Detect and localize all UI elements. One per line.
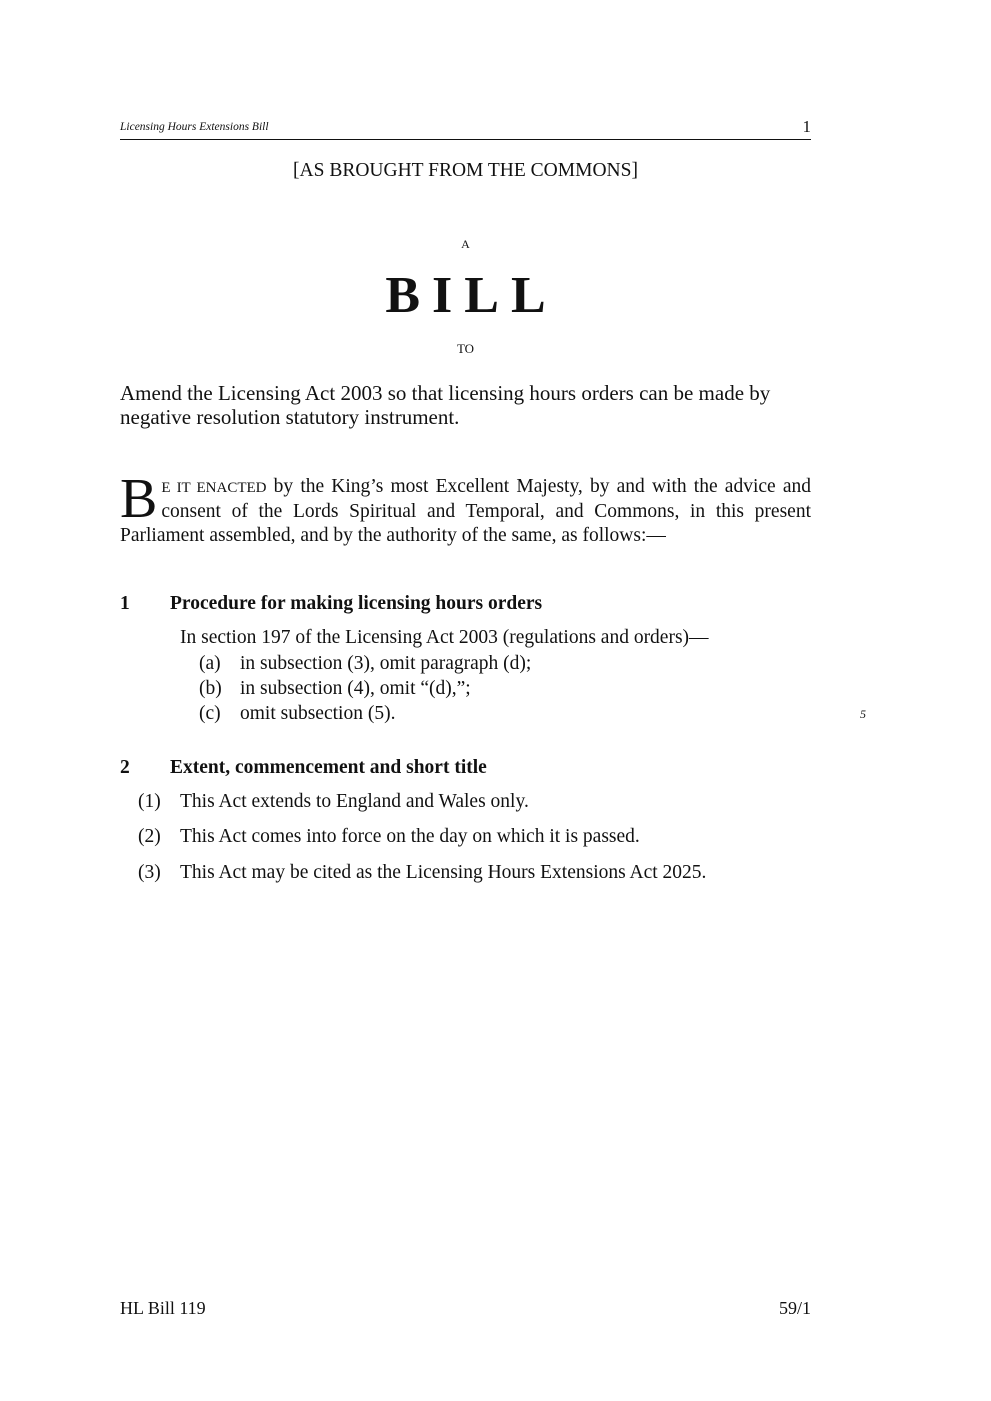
title-a: A [461, 237, 470, 251]
title-to: TO [456, 341, 475, 356]
subsection-label: (3) [138, 862, 161, 883]
subsection-label: (1) [138, 791, 161, 812]
section-1-heading: Procedure for making licensing hours orders [170, 593, 543, 614]
subsection-text: This Act comes into force on the day on which it is passed. [180, 826, 640, 847]
enacting-small-caps: E IT ENACTED [161, 480, 267, 496]
line-number: 5 [860, 707, 866, 721]
drop-cap: B [120, 468, 158, 530]
section-2-number: 2 [120, 757, 130, 778]
footer-bill-ref: HL Bill 119 [120, 1298, 206, 1318]
subsection-label: (2) [138, 826, 161, 847]
subsection-text: This Act extends to England and Wales only. [180, 791, 529, 812]
paragraph-label: (b) [199, 678, 222, 699]
paragraph-text: in subsection (3), omit paragraph (d); [240, 653, 532, 674]
bill-status: [AS BROUGHT FROM THE COMMONS] [293, 160, 638, 181]
paragraph-label: (c) [199, 703, 221, 724]
header-title: Licensing Hours Extensions Bill [120, 121, 269, 133]
paragraph-text: omit subsection (5). [240, 703, 396, 724]
title-bill: BILL [385, 267, 558, 324]
long-title: Amend the Licensing Act 2003 so that licensing hours orders can be made by negative resolution statutory instrument. [120, 381, 771, 429]
section-1-number: 1 [120, 593, 130, 614]
paragraph-text: in subsection (4), omit “(d),”; [240, 678, 471, 699]
enacting-text: by the King’s most Excellent Majesty, by and with the advice and consent of the Lords Spiritual and Temporal, and Commons, in this present Parliament assembled, and by the authority of the same, as follows:— [120, 476, 811, 546]
subsection-text: This Act may be cited as the Licensing Hours Extensions Act 2025. [180, 862, 707, 883]
section-1-intro: In section 197 of the Licensing Act 2003 (regulations and orders)— [180, 627, 709, 648]
paragraph-label: (a) [199, 653, 221, 674]
section-2-heading: Extent, commencement and short title [170, 757, 487, 778]
running-header [120, 119, 811, 140]
enacting-formula [120, 468, 811, 548]
footer-print-ref: 59/1 [778, 1298, 811, 1318]
header-page-number: 1 [802, 117, 811, 136]
